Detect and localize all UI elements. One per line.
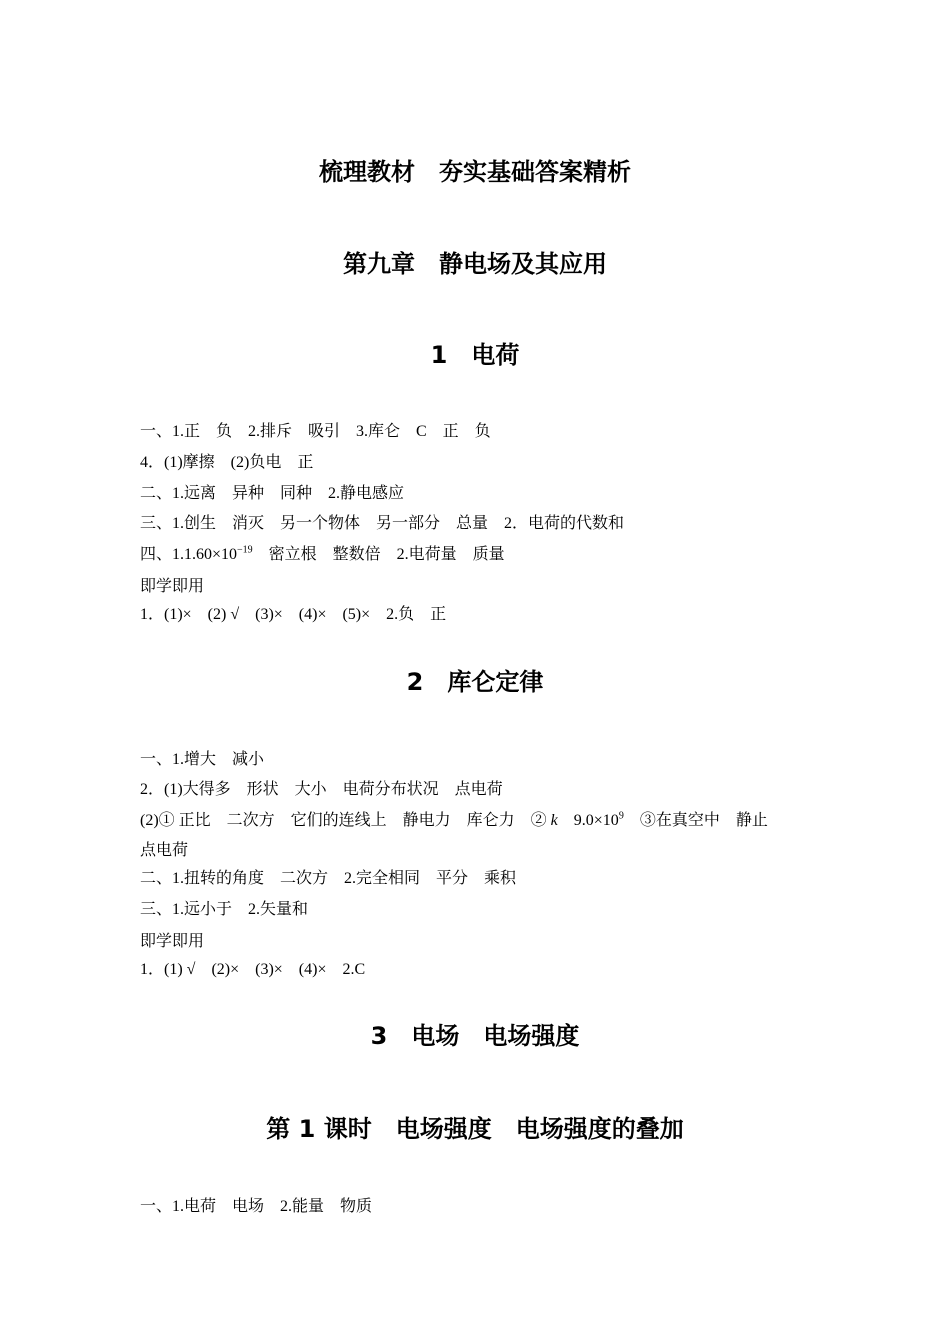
answer-text: ③在真空中 静止 <box>623 812 768 829</box>
lesson-title: 第 1 课时 电场强度 电场强度的叠加 <box>266 1115 684 1143</box>
practice-label: 即学即用 <box>140 931 205 950</box>
section-3-title: 3 电场 电场强度 <box>370 1022 580 1050</box>
answer-text: 四、1.1.60×10 <box>140 546 238 563</box>
answer-line: 三、1.远小于 2.矢量和 <box>140 901 309 918</box>
answer-line: 一、1.增大 减小 <box>140 751 265 768</box>
answer-line: 一、1.电荷 电场 2.能量 物质 <box>140 1198 373 1215</box>
answer-line: 二、1.扭转的角度 二次方 2.完全相同 平分 乘积 <box>140 870 517 887</box>
practice-label: 即学即用 <box>140 576 205 595</box>
answer-line: 4．(1)摩擦 (2)负电 正 <box>140 454 314 471</box>
practice-answer: 1．(1)× (2) √ (3)× (4)× (5)× 2.负 正 <box>140 606 447 623</box>
answer-text: 密立根 整数倍 2.电荷量 质量 <box>252 546 505 563</box>
answer-line <box>140 544 820 566</box>
answer-line: 一、1.正 负 2.排斥 吸引 3.库仑 C 正 负 <box>140 423 491 440</box>
document-title: 梳理教材 夯实基础答案精析 <box>319 158 631 186</box>
section-1-title: 1 电荷 <box>430 341 520 369</box>
answer-line: 2．(1)大得多 形状 大小 电荷分布状况 点电荷 <box>140 781 503 798</box>
practice-answer: 1．(1) √ (2)× (3)× (4)× 2.C <box>140 961 366 978</box>
answer-line-wrap: 点电荷 <box>140 842 189 859</box>
exponent: −19 <box>237 544 253 556</box>
answer-line: 三、1.创生 消灭 另一个物体 另一部分 总量 2．电荷的代数和 <box>140 515 625 532</box>
answer-text: 9.0×10 <box>557 812 619 829</box>
chapter-title: 第九章 静电场及其应用 <box>343 250 607 278</box>
answer-line <box>140 810 820 832</box>
section-2-title: 2 库仑定律 <box>406 668 544 696</box>
answer-line: 二、1.远离 异种 同种 2.静电感应 <box>140 485 405 502</box>
constant-k: k <box>550 812 558 829</box>
answer-text: (2)① 正比 二次方 它们的连线上 静电力 库仑力 ② <box>140 812 547 829</box>
exponent: 9 <box>618 810 624 822</box>
